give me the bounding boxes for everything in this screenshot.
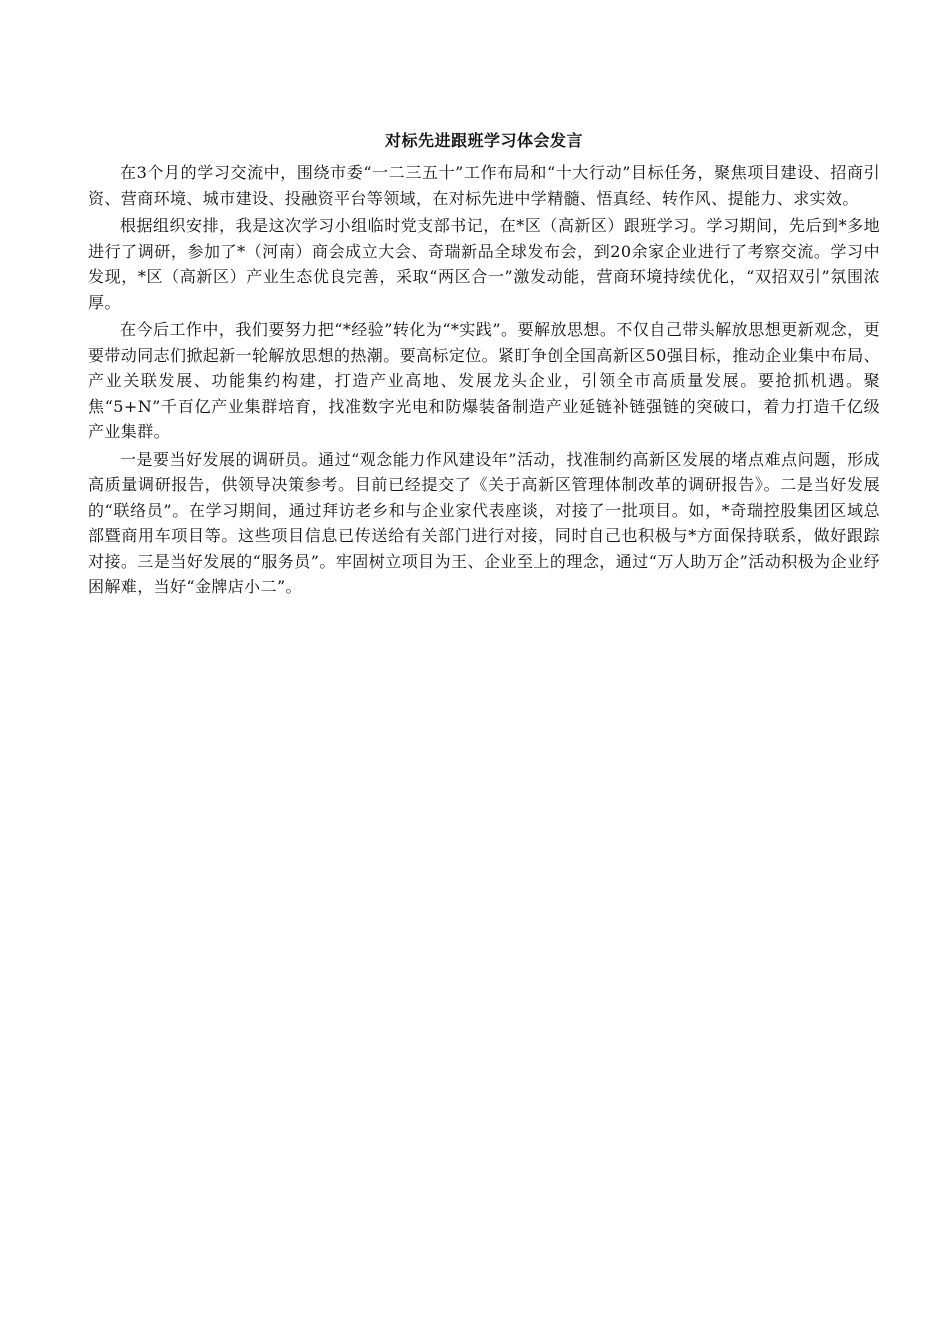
paragraph-2: 根据组织安排，我是这次学习小组临时党支部书记，在*区（高新区）跟班学习。学习期间，先后到*多地进行了调研，参加了*（河南）商会成立大会、奇瑞新品全球发布会，到20余家企业进行了考察交流。学习中发现，*区（高新区）产业生态优良完善，采取“两区合一”激发动能，营商环境持续优化，“双招双引”氛围浓厚。 [88,216,880,312]
paragraph-4: 一是要当好发展的调研员。通过“观念能力作风建设年”活动，找准制约高新区发展的堵点难点问题，形成高质量调研报告，供领导决策参考。目前已经提交了《关于高新区管理体制改革的调研报告》。二是当好发展的“联络员”。在学习期间，通过拜访老乡和与企业家代表座谈，对接了一批项目。如，*奇瑞控股集团区域总部暨商用车项目等。这些项目信息已传送给有关部门进行对接，同时自己也积极与*方面保持联系，做好跟踪对接。三是当好发展的“服务员”。牢固树立项目为王、企业至上的理念，通过“万人助万企”活动积极为企业纾困解难，当好“金牌店小二”。 [88,449,880,596]
paragraph-3: 在今后工作中，我们要努力把“*经验”转化为“*实践”。要解放思想。不仅自己带头解放思想更新观念，更要带动同志们掀起新一轮解放思想的热潮。要高标定位。紧盯争创全国高新区50强目标，推动企业集中布局、产业关联发展、功能集约构建，打造产业高地、发展龙头企业，引领全市高质量发展。要抢抓机遇。聚焦“5+N”千百亿产业集群培育，找准数字光电和防爆装备制造产业延链补链强链的突破口，着力打造千亿级产业集群。 [88,320,880,441]
paragraph-1: 在3个月的学习交流中，围绕市委“一二三五十”工作布局和“十大行动”目标任务，聚焦项目建设、招商引资、营商环境、城市建设、投融资平台等领域，在对标先进中学精髓、悟真经、转作风、提能力、求实效。 [88,163,880,208]
document-page [88,128,880,602]
document-title: 对标先进跟班学习体会发言 [384,131,583,150]
